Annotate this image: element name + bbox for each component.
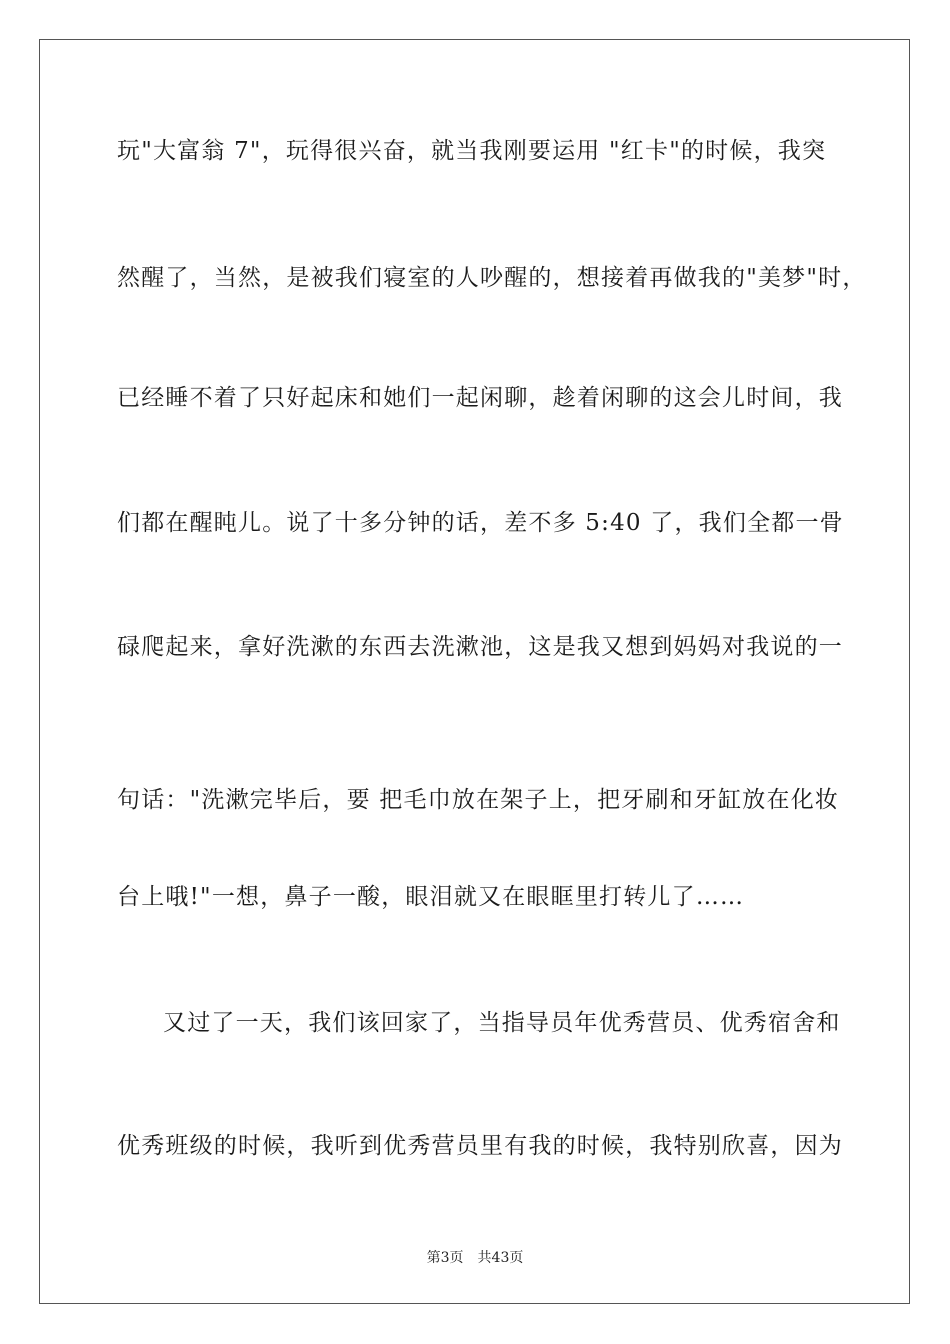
paragraph-line: 优秀班级的时候，我听到优秀营员里有我的时候，我特别欣喜，因为	[117, 1133, 843, 1159]
paragraph-line: 已经睡不着了只好起床和她们一起闲聊，趁着闲聊的这会儿时间，我	[117, 385, 843, 411]
page-number: 第3页	[426, 1250, 464, 1266]
page-total: 共43页	[477, 1250, 524, 1266]
paragraph-line: 然醒了，当然，是被我们寝室的人吵醒的，想接着再做我的"美梦"时，	[117, 265, 867, 291]
paragraph-line: 玩"大富翁 7"，玩得很兴奋，就当我刚要运用 "红卡"的时候，我突	[117, 138, 827, 164]
paragraph-line: 台上哦!"一想，鼻子一酸，眼泪就又在眼眶里打转儿了……	[117, 884, 745, 910]
paragraph-line: 们都在醒盹儿。说了十多分钟的话，差不多 5:40 了，我们全都一骨	[117, 510, 844, 536]
page-footer	[0, 1249, 950, 1267]
paragraph-line: 又过了一天，我们该回家了，当指导员年优秀营员、优秀宿舍和	[163, 1010, 841, 1036]
page-border	[39, 39, 910, 1304]
paragraph-line: 碌爬起来，拿好洗漱的东西去洗漱池，这是我又想到妈妈对我说的一	[117, 634, 843, 660]
paragraph-line: 句话："洗漱完毕后，要 把毛巾放在架子上，把牙刷和牙缸放在化妆	[117, 787, 840, 813]
